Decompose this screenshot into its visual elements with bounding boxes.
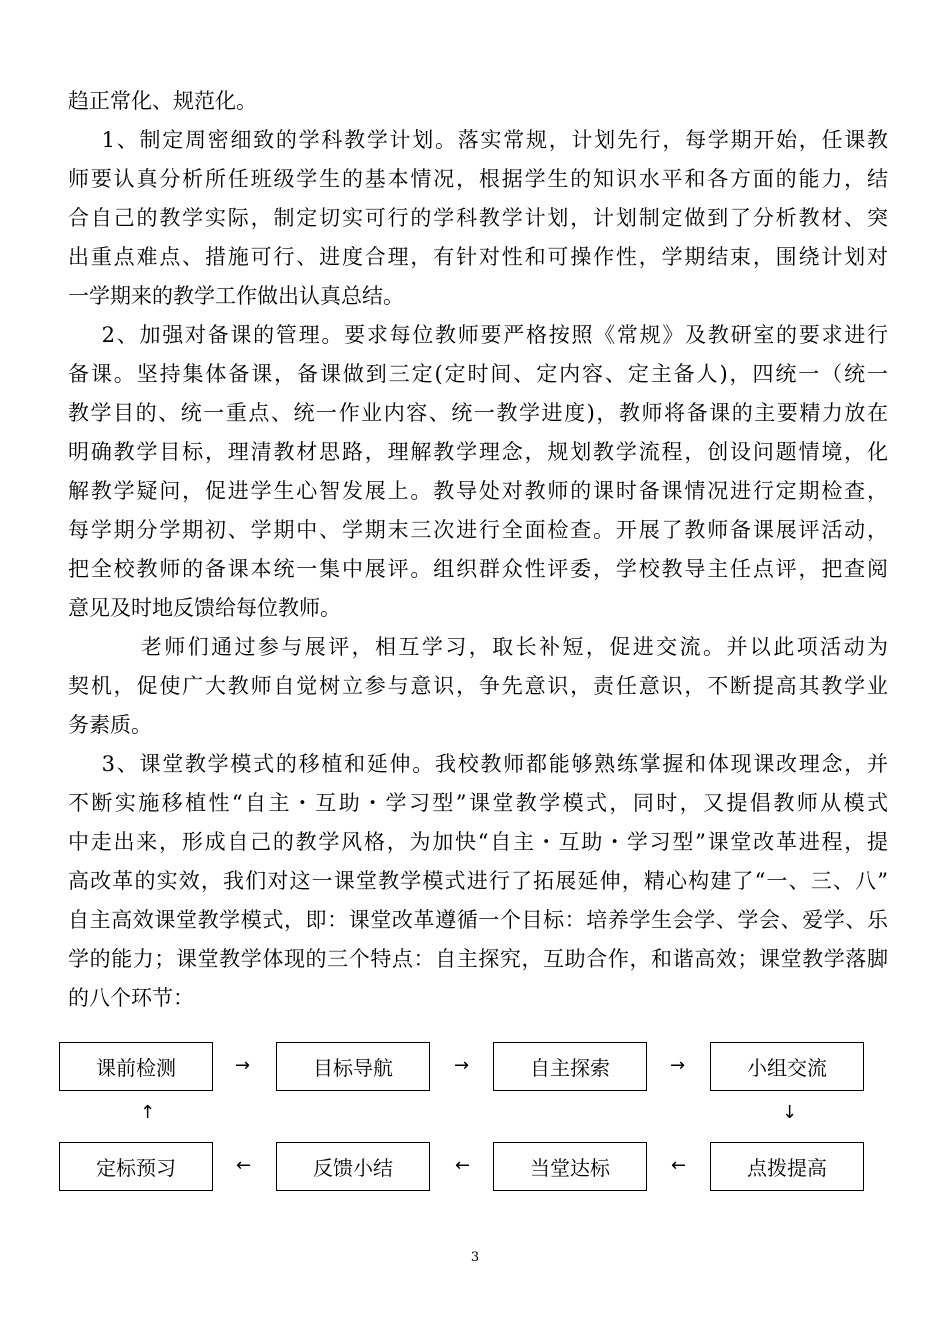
text-line: 教学目的、统一重点、统一作业内容、统一教学进度)，教师将备课的主要精力放在 — [68, 401, 888, 425]
text-line: 自主高效课堂教学模式，即：课堂改革遵循一个目标：培养学生会学、学会、爱学、乐 — [68, 908, 888, 932]
arrow-right-icon: → — [670, 1055, 686, 1076]
arrow-left-icon: ← — [236, 1155, 252, 1176]
flow-step-2: 目标导航 — [276, 1042, 430, 1091]
arrow-left-icon: ← — [455, 1155, 471, 1176]
text-line: 的八个环节： — [68, 986, 194, 1010]
text-line: 解教学疑问，促进学生心智发展上。教导处对教师的课时备课情况进行定期检查， — [68, 479, 888, 503]
text-line: 契机，促使广大教师自觉树立参与意识，争先意识，责任意识，不断提高其教学业 — [68, 674, 888, 698]
text-line: 2、加强对备课的管理。要求每位教师要严格按照《常规》及教研室的要求进行 — [68, 323, 888, 347]
text-line: 师要认真分析所任班级学生的基本情况，根据学生的知识水平和各方面的能力，结 — [68, 167, 888, 191]
text-line: 1、制定周密细致的学科教学计划。落实常规，计划先行，每学期开始，任课教 — [68, 128, 888, 152]
flow-step-6: 当堂达标 — [493, 1142, 647, 1191]
arrow-down-icon: ↓ — [782, 1102, 798, 1123]
flow-step-8: 定标预习 — [59, 1142, 213, 1191]
arrow-right-icon: → — [235, 1055, 251, 1076]
text-line: 把全校教师的备课本统一集中展评。组织群众性评委，学校教导主任点评，把查阅 — [68, 557, 888, 581]
text-line: 高改革的实效，我们对这一课堂教学模式进行了拓展延伸，精心构建了“一、三、八” — [68, 869, 888, 893]
arrow-right-icon: → — [454, 1055, 470, 1076]
page-number: 3 — [470, 1250, 480, 1265]
text-line: 中走出来，形成自己的教学风格，为加快“自主・互助・学习型”课堂改革进程，提 — [68, 830, 888, 854]
arrow-left-icon: ← — [671, 1155, 687, 1176]
text-line: 3、课堂教学模式的移植和延伸。我校教师都能够熟练掌握和体现课改理念，并 — [68, 752, 888, 776]
text-line: 学的能力；课堂教学体现的三个特点：自主探究，互助合作，和谐高效；课堂教学落脚 — [68, 947, 888, 971]
text-line: 出重点难点、措施可行、进度合理，有针对性和可操作性，学期结束，围绕计划对 — [68, 245, 888, 269]
flow-step-5: 点拨提高 — [710, 1142, 864, 1191]
text-line: 不断实施移植性“自主・互助・学习型”课堂教学模式，同时，又提倡教师从模式 — [68, 791, 888, 815]
text-line: 务素质。 — [68, 713, 152, 737]
arrow-up-icon: ↑ — [140, 1102, 156, 1123]
text-line: 趋正常化、规范化。 — [68, 89, 257, 113]
flow-step-4: 小组交流 — [710, 1042, 864, 1091]
text-line: 每学期分学期初、学期中、学期末三次进行全面检查。开展了教师备课展评活动， — [68, 518, 888, 542]
text-line: 备课。坚持集体备课，备课做到三定(定时间、定内容、定主备人)，四统一（统一 — [68, 362, 888, 386]
text-line: 明确教学目标，理清教材思路，理解教学理念，规划教学流程，创设问题情境，化 — [68, 440, 888, 464]
text-line: 意见及时地反馈给每位教师。 — [68, 596, 341, 620]
flow-step-1: 课前检测 — [59, 1042, 213, 1091]
flow-step-7: 反馈小结 — [276, 1142, 430, 1191]
text-line: 老师们通过参与展评，相互学习，取长补短，促进交流。并以此项活动为 — [68, 635, 888, 659]
text-line: 一学期来的教学工作做出认真总结。 — [68, 284, 404, 308]
text-line: 合自己的教学实际，制定切实可行的学科教学计划，计划制定做到了分析教材、突 — [68, 206, 888, 230]
flow-step-3: 自主探索 — [493, 1042, 647, 1091]
